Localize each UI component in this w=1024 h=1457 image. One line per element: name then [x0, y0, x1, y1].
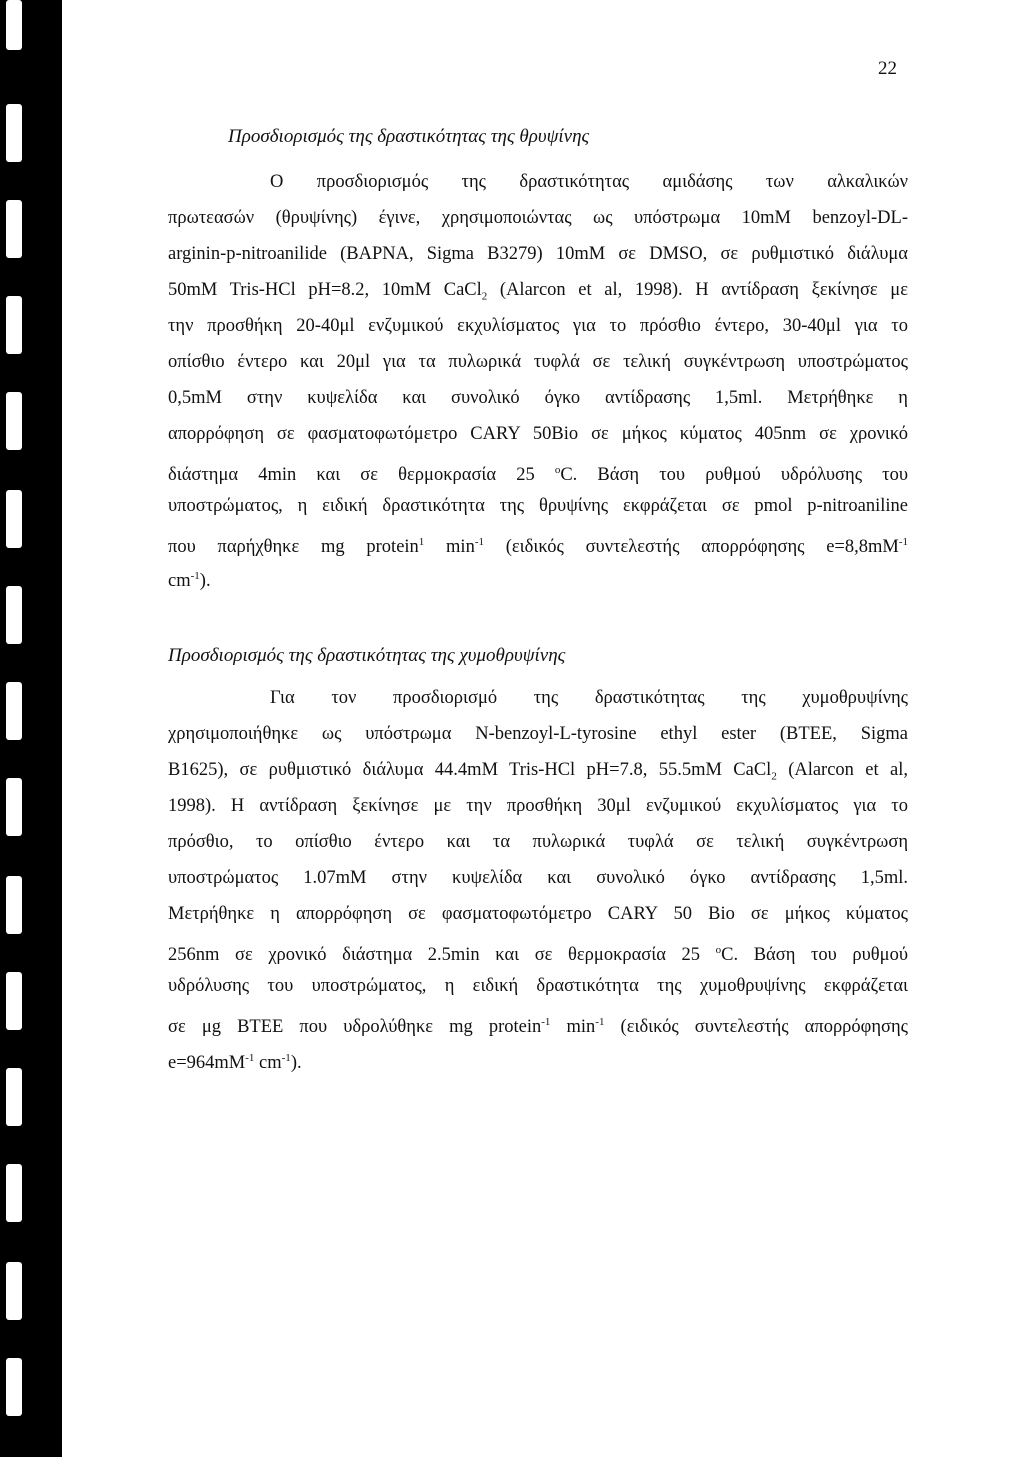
film-hole [6, 876, 22, 934]
paragraph-line: πρόσθιο, το οπίσθιο έντερο και τα πυλωρικά τυφλά σε τελική συγκέντρωση [168, 832, 908, 852]
paragraph-line: απορρόφηση σε φασματοφωτόμετρο CARY 50Bio σε μήκος κύματος 405nm σε χρονικό [168, 424, 908, 444]
paragraph-line: Ο προσδιορισμός της δραστικότητας αμιδάσης των αλκαλικών [270, 172, 908, 192]
paragraph-line: πρωτεασών (θρυψίνης) έγινε, χρησιμοποιώντας ως υπόστρωμα 10mM benzoyl-DL- [168, 208, 908, 228]
paragraph-line: οπίσθιο έντερο και 20μl για τα πυλωρικά τυφλά σε τελική συγκέντρωση υποστρώματος [168, 352, 908, 372]
film-hole [6, 1262, 22, 1320]
paragraph-line: $cm^{-1}$). [168, 570, 211, 592]
paragraph-line: 0,5mM στην κυψελίδα και συνολικό όγκο αντίδρασης 1,5ml. Μετρήθηκε η [168, 388, 908, 408]
paragraph-line: υποστρώματος, η ειδική δραστικότητα της θρυψίνης εκφράζεται σε pmol p-nitroaniline [168, 496, 908, 516]
paragraph-line: χρησιμοποιήθηκε ως υπόστρωμα N-benzoyl-L-tyrosine ethyl ester (BTEE, Sigma [168, 724, 908, 744]
film-hole [6, 778, 22, 836]
paragraph-line: 1998). Η αντίδραση ξεκίνησε με την προσθήκη 30μl ενζυμικού εκχυλίσματος για το [168, 796, 908, 816]
paragraph-line: Για τον προσδιορισμό της δραστικότητας της χυμοθρυψίνης [270, 688, 908, 708]
paragraph-line: σε μg BTEE που υδρολύθηκε mg protein$^{-1}$ $\min^{-1} (\varepsilon\iota\delta\iota\kappa ό\varsigma$ συντελεστής απορρόφησης [168, 1016, 908, 1038]
paragraph-line: Μετρήθηκε η απορρόφηση σε φασματοφωτόμετρο CARY 50 Bio σε μήκος κύματος [168, 904, 908, 924]
film-hole [6, 104, 22, 162]
film-hole [6, 1164, 22, 1222]
film-hole [6, 200, 22, 258]
film-hole [6, 972, 22, 1030]
film-strip-border [0, 0, 62, 1457]
page-number: 22 [878, 58, 897, 79]
film-hole [6, 296, 22, 354]
paragraph-line: που παρήχθηκε mg protein$^1$ $\min^{-1} (\varepsilon\iota\delta\iota\kappa ό\varsigma$ συντελεστής απορρόφησης $e=8,8mM^{-1}$ [168, 536, 909, 558]
section-heading-chymotrypsin: Προσδιορισμός της δραστικότητας της χυμοθρυψίνης [168, 645, 566, 666]
paragraph-line: 256nm σε χρονικό διάστημα 2.5min και σε θερμοκρασία 25 $^o$C. Βάση του ρυθμού [168, 944, 908, 966]
paragraph-line: διάστημα 4min και σε θερμοκρασία 25 $^o$C. Βάση του ρυθμού υδρόλυσης του [168, 464, 908, 486]
paragraph-line: υδρόλυσης του υποστρώματος, η ειδική δραστικότητα της χυμοθρυψίνης εκφράζεται [168, 976, 908, 996]
film-hole [6, 1068, 22, 1126]
paragraph-line: arginin-p-nitroanilide (BAPNA, Sigma B3279) 10mM σε DMSO, σε ρυθμιστικό διάλυμα [168, 244, 908, 264]
film-hole [6, 682, 22, 740]
film-hole [6, 0, 22, 50]
film-hole [6, 1358, 22, 1416]
paragraph-line: 50mM Tris-HCl pH=8.2, 10mM CaCl$_2$ (Alarcon et al, 1998). Η αντίδραση ξεκίνησε με [168, 280, 908, 303]
paragraph-line: την προσθήκη 20-40μl ενζυμικού εκχυλίσματος για το πρόσθιο έντερο, 30-40μl για το [168, 316, 908, 336]
film-hole [6, 586, 22, 644]
film-hole [6, 490, 22, 548]
paragraph-line: $e=964mM^{-1}$ $cm^{-1}$). [168, 1052, 302, 1074]
paragraph-line: B1625), σε ρυθμιστικό διάλυμα 44.4mM Tris-HCl pH=7.8, 55.5mM CaCl$_2$ (Alarcon et al, [168, 760, 908, 783]
paragraph-line: υποστρώματος 1.07mM στην κυψελίδα και συνολικό όγκο αντίδρασης 1,5ml. [168, 868, 908, 888]
section-heading-trypsin: Προσδιορισμός της δραστικότητας της θρυψίνης [228, 126, 590, 147]
film-hole [6, 392, 22, 450]
